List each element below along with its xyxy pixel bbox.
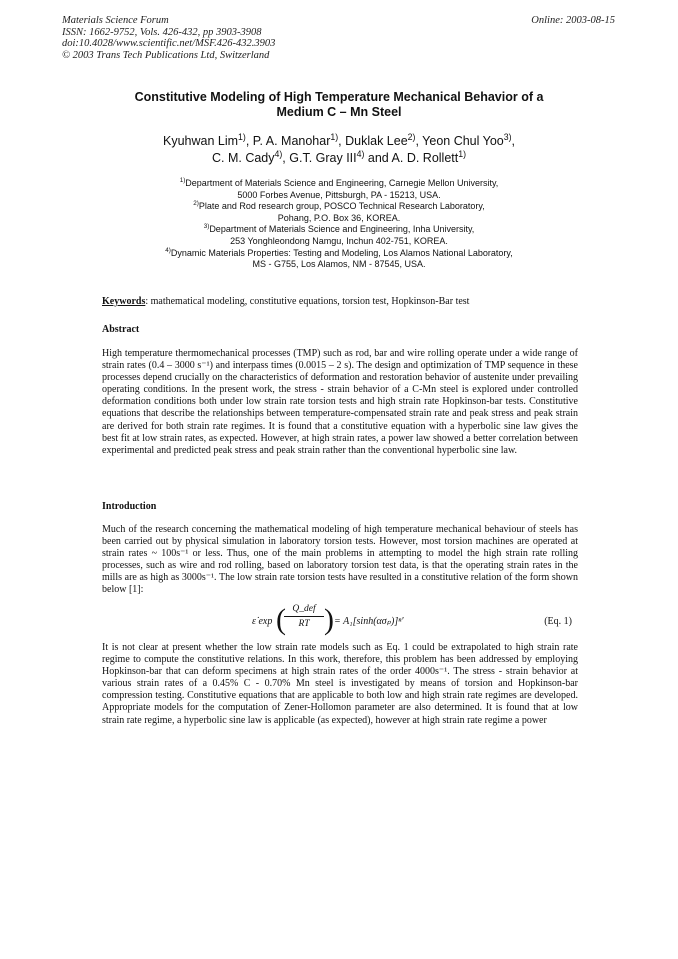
affiliation-3-line-2: 253 Yonghleondong Namgu, Inchun 402-751, KOREA.: [230, 235, 448, 246]
author-separator: ,: [282, 151, 290, 165]
author-list: [80, 133, 598, 167]
affiliation-3-line-1: $^{3)}$Department of Materials Science and Engineering, Inha University,: [203, 223, 475, 235]
author-name: C. M. Cady: [212, 151, 275, 165]
author-affiliation-mark: 4): [356, 148, 365, 159]
equation-lhs: ε̇ exp: [252, 616, 273, 627]
title-line-1: Constitutive Modeling of High Temperature Mechanical Behavior of a: [134, 90, 544, 104]
author-name: G.T. Gray III: [289, 151, 357, 165]
author-separator: ,: [245, 134, 253, 148]
author-name: P. A. Manohar: [252, 134, 331, 148]
affiliation-4-line-2: MS - G755, Los Alamos, NM - 87545, USA.: [252, 259, 426, 270]
keywords-label: Keywords: [102, 296, 146, 307]
affiliation-2-line-1: $^{2)}$Plate and Rod research group, POSCO Technical Research Laboratory,: [193, 200, 485, 212]
introduction-text-1: Much of the research concerning the mathematical modeling of high temperature mechanical behaviour of steels has been carried out by physical simulation in laboratory torsion tests. However, most torsion machines are operated at strain rates ~ 100s⁻¹ or less. Thus, one of the main problems in attempting to model the high strain rate rolling processes, such as wire and rod rolling, based on laboratory torsion test data, is that the operating strain rates in the mills are as high as 3000s⁻¹. The low strain rate torsion tests have resulted in a constitutive relation of the form shown below [1]:: [102, 524, 578, 596]
affiliation-1-line-1: $^{1)}$Department of Materials Science and Engineering, Carnegie Mellon University,: [179, 177, 499, 188]
introduction-heading: Introduction: [102, 501, 157, 512]
copyright-line: © 2003 Trans Tech Publications Ltd, Switzerland: [62, 49, 270, 61]
author-name: Kyuhwan Lim: [162, 134, 239, 148]
author-name: Duklak Lee: [345, 134, 408, 148]
affiliation-4-line-1: $^{4)}$Dynamic Materials Properties: Testing and Modeling, Los Alamos National Laboratory,: [165, 246, 513, 258]
author-affiliation-mark: 4): [274, 148, 283, 159]
keywords-text: mathematical modeling, constitutive equations, torsion test, Hopkinson-Bar test: [150, 296, 470, 307]
abstract-heading: Abstract: [102, 324, 140, 335]
journal-name: Materials Science Forum: [62, 15, 169, 26]
equation-numerator: Q_def: [284, 604, 324, 617]
author-affiliation-mark: 2): [407, 131, 416, 142]
title-line-2: Medium C – Mn Steel: [276, 105, 402, 119]
paper-title: [80, 90, 598, 120]
abstract-text: High temperature thermomechanical processes (TMP) such as rod, bar and wire rolling operate under a wide range of strain rates (0.4 – 3000 s⁻¹) and interpass times (0.0015 – 2 s). The design and optimization of TMP sequence in these processes depend crucially on the characteristics of deformation and restoration behavior of austenite under prevailing operating conditions. In the present work, the stress - strain behavior of a C-Mn steel is explored under controlled deformation conditions both under low strain rate torsion tests and high strain rate Hopkinson-bar tests. Constitutive equations that describe the relationships between temperature-compensated strain rate and peak stress and peak strain are derived for both strain rate regimes. It is found that a constitutive equation with a hyperbolic sine law gives the best fit at low strain rates, as expected. However, at high strain rates, a power law showed a better correlation between experimental and predicted peak stress and peak strain rather than the conventional hyperbolic sine law.: [102, 348, 578, 456]
author-separator: ,: [415, 134, 423, 148]
keywords: Keywords: mathematical modeling, constitutive equations, torsion test, Hopkinson-Bar test: [102, 296, 470, 307]
author-affiliation-mark: 1): [458, 148, 466, 159]
introduction-text-2: It is not clear at present whether the low strain rate models such as Eq. 1 could be extrapolated to high strain rate regime to compute the constitutive relations. In this work, therefore, this problem has been addressed by employing Hopkinson-bar that can deform specimens at high strain rates of the order 4000s⁻¹. The stress - strain behavior at various strain rates of a 0.45% C - 0.70% Mn steel is investigated by means of torsion and Hopkinson-bar compression testing. Constitutive equations that are applicable to both low and high strain rate regimes are developed. Appropriate models for the computation of Zener-Hollomon parameter are also determined. It is found that at low strain rate regime, a hyperbolic sine law is applicable (as expected), however at high strain rate regime a power: [102, 642, 578, 726]
affiliation-number: 3): [203, 223, 210, 231]
equation-label: (Eq. 1): [544, 616, 572, 627]
introduction-paragraph-2: [102, 642, 578, 727]
author-name: A. D. Rollett: [391, 151, 459, 165]
issn-line: ISSN: 1662-9752, Vols. 426-432, pp 3903-3908: [62, 26, 262, 38]
author-name: Yeon Chul Yoo: [422, 134, 504, 148]
affiliation-number: 4): [165, 246, 171, 254]
equation-fraction: [284, 604, 324, 629]
author-line-2: [80, 150, 598, 167]
online-date: Online: 2003-08-15: [531, 15, 615, 26]
author-line-1: [80, 133, 598, 150]
equation-right-paren: ): [324, 603, 334, 636]
affiliation-list: [80, 178, 598, 271]
equation-rhs: = A₁[sinh(ασₚ)]ⁿ′: [334, 616, 404, 627]
doi-line: doi:10.4028/www.scientific.net/MSF.426-432.3903: [62, 38, 276, 49]
author-separator: and: [364, 151, 392, 165]
introduction-paragraph-1: [102, 524, 578, 597]
abstract-body: [102, 348, 578, 457]
author-affiliation-mark: 1): [330, 131, 339, 142]
affiliation-1-line-2: 5000 Forbes Avenue, Pittsburgh, PA - 15213, USA.: [237, 189, 441, 200]
author-affiliation-mark: 1): [238, 131, 246, 142]
author-affiliation-mark: 3): [503, 131, 512, 142]
affiliation-number: 2): [193, 200, 199, 208]
equation-1: [102, 604, 578, 638]
equation-denominator: RT: [298, 619, 310, 629]
affiliation-2-line-2: Pohang, P.O. Box 36, KOREA.: [277, 212, 401, 223]
affiliation-number: 1): [179, 177, 186, 184]
equation-left-paren: (: [276, 603, 286, 636]
author-separator: ,: [511, 134, 516, 148]
author-separator: ,: [338, 134, 346, 148]
journal-header: [62, 15, 275, 61]
